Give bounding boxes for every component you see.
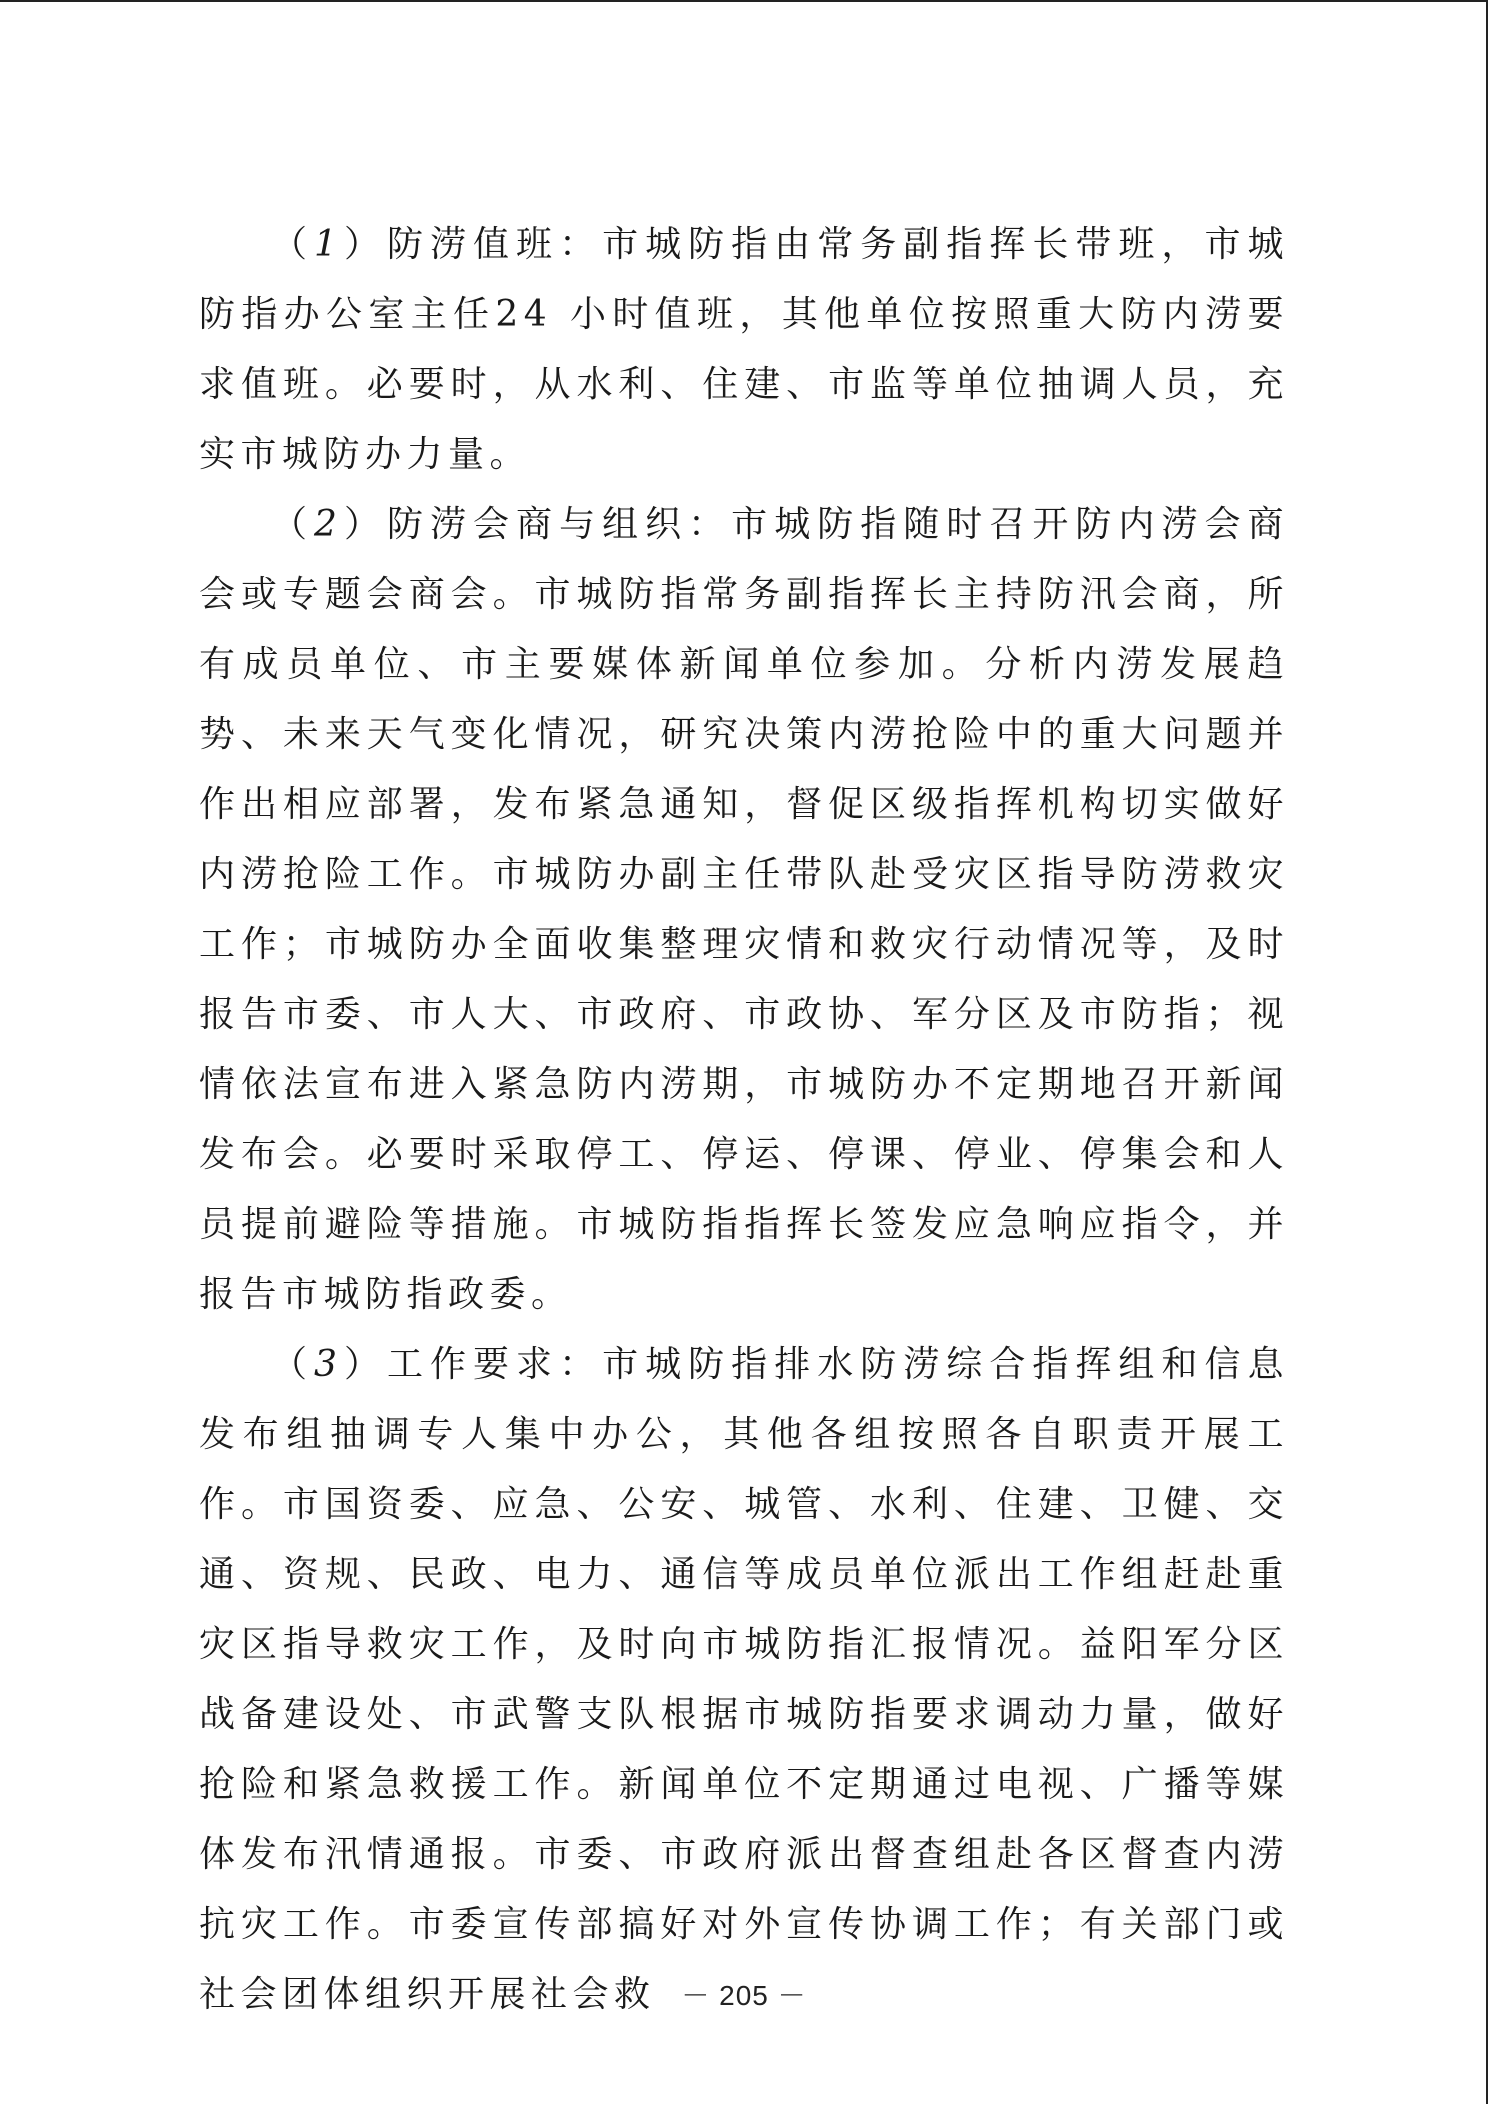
paragraph-number: 2 (314, 504, 343, 545)
paragraph-text: ）防涝会商与组织：市城防指随时召开防内涝会商会或专题会商会。市城防指常务副指挥长主持防汛会商，所有成员单位、市主要媒体新闻单位参加。分析内涝发展趋势、未来天气变化情况，研究决策内涝抢险中的重大问题并作出相应部署，发布紧急通知，督促区级指挥机构切实做好内涝抢险工作。市城防办副主任带队赴受灾区指导防涝救灾工作；市城防办全面收集整理灾情和救灾行动情况等，及时报告市委、市人大、市政府、市政协、军分区及市防指；视情依法宣布进入紧急防内涝期，市城防办不定期地召开新闻发布会。必要时采取停工、停运、停课、停业、停集会和人员提前避险等措施。市城防指指挥长签发应急响应指令，并报告市城防指政委。 (199, 504, 1289, 1315)
paragraph-duty (199, 210, 1289, 490)
paragraph-requirements (199, 1330, 1289, 2030)
paragraph-number: 3 (314, 1344, 343, 1385)
paragraph-prefix: （ (271, 504, 315, 545)
paragraph-text: ）防涝值班：市城防指由常务副指挥长带班，市城防指办公室主任24 小时值班，其他单位按照重大防内涝要求值班。必要时，从水利、住建、市监等单位抽调人员，充实市城防办力量。 (199, 224, 1289, 475)
document-body (199, 210, 1289, 2030)
paragraph-text: ）工作要求：市城防指排水防涝综合指挥组和信息发布组抽调专人集中办公，其他各组按照各自职责开展工作。市国资委、应急、公安、城管、水利、住建、卫健、交通、资规、民政、电力、通信等成员单位派出工作组赶赴重灾区指导救灾工作，及时向市城防指汇报情况。益阳军分区战备建设处、市武警支队根据市城防指要求调动力量，做好抢险和紧急救援工作。新闻单位不定期通过电视、广播等媒体发布汛情通报。市委、市政府派出督查组赴各区督查内涝抗灾工作。市委宣传部搞好对外宣传协调工作；有关部门或社会团体组织开展社会救 (199, 1344, 1289, 2015)
paragraph-prefix: （ (271, 224, 315, 265)
paragraph-prefix: （ (271, 1344, 315, 1385)
paragraph-consultation (199, 490, 1289, 1330)
page-number: － 205 － (681, 1980, 807, 2011)
paragraph-number: 1 (314, 224, 343, 265)
